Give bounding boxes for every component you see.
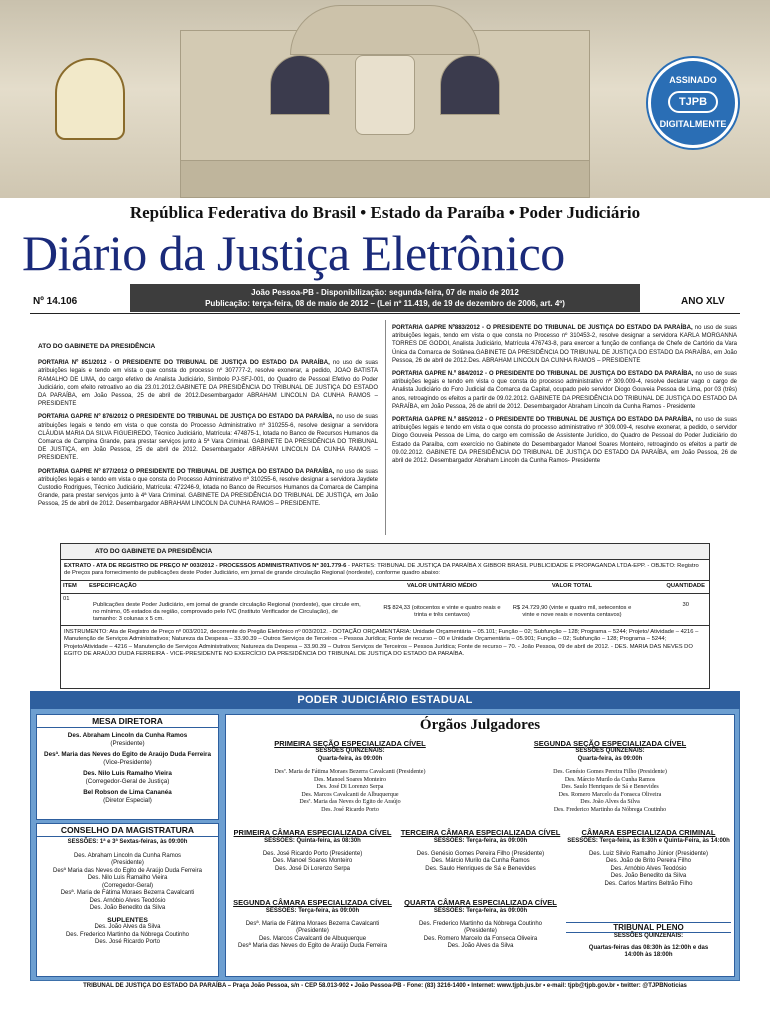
camara-member: Des. José Di Lorenzo Serpa <box>274 865 351 872</box>
building-window-left <box>270 55 330 115</box>
publication-info-bar <box>130 284 640 312</box>
building-dome <box>290 5 480 55</box>
secao-member: Des. Frederico Martinho da Nóbrega Coutinho <box>553 806 667 813</box>
info-line-1: João Pessoa-PB - Disponibilização: segunda-feira, 07 de maio de 2012 <box>251 288 519 297</box>
extrato-heading: ATO DO GABINETE DA PRESIDÊNCIA <box>61 544 709 560</box>
portaria-851 <box>38 359 378 408</box>
mesa-role: (Corregedor-Geral de Justiça) <box>85 778 170 785</box>
camara-role: (Presidente) <box>464 928 497 934</box>
digital-signature-seal <box>648 58 738 148</box>
primeira-secao <box>230 739 470 814</box>
building-base <box>180 160 590 198</box>
row-total: R$ 24.729,90 (vinte e quatro mil, setecentos e vinte e nove reais e noventa centavos) <box>512 605 632 619</box>
secao-member: Des. João Alves da Silva <box>580 799 640 805</box>
camara-title: QUARTA CÂMARA ESPECIALIZADA CÍVEL <box>404 898 557 907</box>
mesa-member: Bel Robson de Lima Cananéa <box>83 789 172 796</box>
camara-sessions: SESSÕES: Terça-feira, às 09:00h <box>265 908 360 914</box>
camara-member: Des. Frederico Martinho da Nóbrega Coutinho <box>418 920 543 927</box>
secao-title: SEGUNDA SEÇÃO ESPECIALIZADA CÍVEL <box>533 739 687 748</box>
building-crest <box>355 55 415 135</box>
portaria-885 <box>392 416 737 465</box>
camara-sessions: SESSÕES: Terça-feira, às 09:00h <box>433 908 528 914</box>
mesa-member: Desª. Maria das Neves do Egito de Araújo Duda Ferreira <box>44 751 211 758</box>
portaria-877 <box>38 468 378 509</box>
row-qty: 30 <box>682 601 689 608</box>
col-qty-header: QUANTIDADE <box>666 583 705 590</box>
portaria-884 <box>392 370 737 411</box>
secao-member: Des. Marcos Cavalcanti de Albuquerque <box>301 791 399 798</box>
conselho-sessions: SESSÕES: 1ª e 3ª Sextas-feiras, às 09:00h <box>67 839 188 845</box>
secao-member: Des. José Di Lorenzo Serpa <box>316 784 384 790</box>
republic-line: República Federativa do Brasil • Estado da Paraíba • Poder Judiciário <box>129 203 641 222</box>
secao-sessions: SESSÕES QUINZENAIS: <box>315 748 385 754</box>
pleno-title: TRIBUNAL PLENO <box>566 922 731 933</box>
portaria-lead: PORTARIA GAPRE N.º 885/2012 - O PRESIDENTE DO TRIBUNAL DE JUSTIÇA DO ESTADO DA PARAÍBA, <box>392 417 694 424</box>
portaria-876 <box>38 413 378 462</box>
issue-number: Nº 14.106 <box>33 296 78 307</box>
portaria-body: no uso de suas atribuições legais, tendo em vista o que consta no Processo nº 310453-2, resolve designar a servidora KARLA MORGANNA TORRES DE GODOI, Analista Judiciário, Matrícula 476743-8, para exercer a função de confiança de Chefe de Cartório da Vara Única da Comarca de Solânea.GABINETE DA PRESIDÊNCIA DO TRIBUNAL DE JUSTIÇA DO ESTADO DA PARAÍBA, em João Pessoa, 26 de abril de 2012.Des. ABRAHAM LINCOLN DA CUNHA RAMOS – PRESIDENTE <box>392 325 737 364</box>
row-spec: Publicações deste Poder Judiciário, em jornal de grande circulação Regional (nordeste), que circule em, no mínimo, 05 estados da região, comprovado pelo IVC (Instituto Verificador de Circulação), de tamanho: 3 colunas x 5 cm. <box>93 601 361 623</box>
conselho-role: (Presidente) <box>111 860 144 866</box>
conselho-member: Des. João Benedito da Silva <box>89 905 166 911</box>
mesa-role: (Presidente) <box>110 740 145 747</box>
conselho-member: Des. Abraham Lincoln da Cunha Ramos <box>73 852 182 859</box>
camara-members <box>398 916 563 951</box>
camara-members <box>230 916 395 951</box>
portaria-body: no uso de suas atribuições legais e tendo em vista o que consta do processo administrativo nº 309.009-4, resolve declarar vago o cargo de Analista Judiciário do Foro Judicial da Comarca da Capital, ocupado pelo servidor Diogo Gouveia Pessoa de Lima, por 03 (três) anos, retroagindo os efeitos a partir de 09.02.2012. GABINETE DA PRESIDÊNCIA DO TRIBUNAL DE JUSTIÇA DO ESTADO DA PARAÍBA, em João Pessoa, 26 de abril de 2012. Desembargador Abraham Lincoln da Cunha Ramos - Presidente <box>392 371 737 410</box>
camara-sessions: SESSÕES: Terça-feira, às 09:00h <box>433 838 528 844</box>
camara-member: Des. Genésio Gomes Pereira Filho (Presidente) <box>416 850 545 857</box>
camara-sessions: SESSÕES: Quinta-feira, às 08:30h <box>264 838 361 844</box>
portaria-883 <box>392 324 737 365</box>
mesa-members <box>37 728 218 805</box>
camara-member: Desª. Maria de Fátima Moraes Bezerra Cavalcanti <box>245 920 380 927</box>
seal-bottom-text: DIGITALMENTE <box>659 119 727 129</box>
header-divider <box>30 313 740 314</box>
camara-role: (Presidente) <box>296 928 329 934</box>
secao-members <box>230 763 470 814</box>
secao-day: Quarta-feira, às 09:00h <box>577 755 643 762</box>
secao-title: PRIMEIRA SEÇÃO ESPECIALIZADA CÍVEL <box>274 739 426 748</box>
camara-member: Des. Romero Marcelo da Fonseca Oliveira <box>423 935 538 942</box>
camara-member: Des. Arnóbio Alves Teodósio <box>610 865 687 872</box>
portaria-body: no uso de suas atribuições legais e tendo em vista o que consta do Processo Administrativo nº 310255-6, resolve designar a servidora CLÁUDIA MARIA DA SILVA FIGUEIREDO, Técnico Judiciário, Matrícula: 474875-1, lotada no Banco de Recursos Humanos da Comarca de Campina Grande, para prestar serviços junto à 5ª Vara Criminal. GABINETE DA PRESIDÊNCIA DO TRIBUNAL DE JUSTIÇA, em João Pessoa, 25 de abril de 2012. Desembargador ABRAHAM LINCOLN DA CUNHA RAMOS – PRESIDENTE. <box>38 414 378 462</box>
row-unit: R$ 824,33 (oitocentos e vinte e quatro reais e trinta e três centavos) <box>383 605 501 619</box>
section-heading: ATO DO GABINETE DA PRESIDÊNCIA <box>38 343 156 350</box>
orgaos-panel <box>225 714 735 977</box>
mesa-role: (Vice-Presidente) <box>103 759 152 766</box>
mesa-diretora-panel <box>36 714 219 820</box>
portaria-lead: PORTARIA GAPRE N.º 884/2012 - O PRESIDENTE DO TRIBUNAL DE JUSTIÇA DO ESTADO DA PARAÍBA, <box>392 371 694 378</box>
price-table <box>61 580 709 626</box>
suplentes-title: SUPLENTES <box>107 916 148 924</box>
pleno-sessions: SESSÕES QUINZENAIS: <box>613 933 684 939</box>
conselho-panel <box>36 823 219 977</box>
camara-member: Des. João de Brito Pereira Filho <box>605 858 692 864</box>
pje-banner: PODER JUDICIÁRIO ESTADUAL <box>30 691 740 709</box>
camara-title: CÂMARA ESPECIALIZADA CRIMINAL <box>581 828 716 837</box>
conselho-role: (Corregedor-Geral) <box>101 882 153 889</box>
camara-members <box>398 846 563 874</box>
extrato-body: - PARTES: TRIBUNAL DE JUSTIÇA DA PARAÍBA X GIBBOR BRASIL PUBLICIDADE E PROPAGANDA LTDA-EPP. - OBJETO: Registro de Preços para fornecimento de publicações deste Poder Judiciário, em jornal de grande circulação Regional (nordeste), conforme quadro abaixo: <box>64 563 699 577</box>
portaria-lead: PORTARIA GAPRE Nº 877/2012 O PRESIDENTE DO TRIBUNAL DE JUSTIÇA DO ESTADO DA PARAÍBA, <box>38 468 335 475</box>
camara-member: Des. João Alves da Silva <box>447 943 514 949</box>
camara-member: Des. Márcio Murilo da Cunha Ramos <box>431 858 530 864</box>
suplente-member: Des. José Ricardo Porto <box>94 939 161 945</box>
camara-member: Des. Luiz Silvio Ramalho Júnior (Presidente) <box>588 850 709 857</box>
tribunal-pleno <box>566 922 731 960</box>
primeira-camara <box>230 828 395 873</box>
camara-title: PRIMEIRA CÂMARA ESPECIALIZADA CÍVEL <box>233 828 392 837</box>
col-total-header: VALOR TOTAL <box>551 583 593 590</box>
camara-members <box>230 846 395 874</box>
secao-member: Des. José Ricardo Porto <box>321 806 379 813</box>
secao-member: Desª. Maria das Neves do Egito de Araújo <box>299 799 401 805</box>
portaria-body: no uso de suas atribuições legais e tendo em vista o que consta do Processo Administrativo nº 310255-6, resolve designar a servidora Jaydete Custodio Rodrigues, Técnico Judiciário, Matrícula: 472246-9, lotada no Banco de Recursos Humanos da Comarca de Campina Grande, para prestar serviços junto à 4ª Vara Criminal. GABINETE DA PRESIDÊNCIA DO TRIBUNAL DE JUSTIÇA, em João Pessoa, 25 de abril de 2012. Desembargador ABRAHAM LINCOLN DA CUNHA RAMOS – PRESIDENTE. <box>38 468 378 508</box>
camara-title: TERCEIRA CÂMARA ESPECIALIZADA CÍVEL <box>400 828 561 837</box>
col-item-header: ITEM <box>63 583 77 590</box>
extrato-lead: EXTRATO - ATA DE REGISTRO DE PREÇO Nº 003/2012 - PROCESSOS ADMINISTRATIVOS Nº 301.779-6 <box>64 563 347 569</box>
camara-member: Desª Maria das Neves do Egito de Araújo Duda Ferreira <box>238 943 387 949</box>
secao-sessions: SESSÕES QUINZENAIS: <box>575 748 645 754</box>
right-column <box>392 324 737 470</box>
info-line-2: Publicação: terça-feira, 08 de maio de 2012 – (Lei nº 11.419, de 19 de dezembro de 2006, art. 4º) <box>205 299 565 308</box>
journal-title: Diário da Justiça Eletrônico <box>22 225 565 281</box>
secao-member: Des. Saulo Henriques de Sá e Benevides <box>561 784 659 790</box>
secao-member: Des. Manoel Soares Monteiro <box>314 776 386 783</box>
camara-members <box>566 846 731 889</box>
col-unit-header: VALOR UNITÁRIO MÉDIO <box>406 583 478 590</box>
row-item: 01 <box>63 595 70 602</box>
conselho-member: Des. Arnóbio Alves Teodósio <box>89 897 166 904</box>
table-row <box>61 593 709 626</box>
camara-member: Des. João Benedito da Silva <box>610 873 687 879</box>
portaria-body: no uso de suas atribuições legais e tendo em vista o que consta do processo administrativo nº 309.009-4, resolve exonerar, a pedido, o servidor Diogo Gouveia Pessoa de Lima, do cargo em comissão de Assistente Jurídico, do Quadro de Pessoal do Poder Judiciário do Estado da Paraíba, com exercício no Gabinete do Desembargador Manoel Soares Monteiro, retroagindo os efeitos a partir de 09.02.2012. GABINETE DA PRESIDÊNCIA DO TRIBUNAL DE JUSTIÇA DO ESTADO DA PARAÍBA, em João Pessoa, 26 de abril de 2012. Desembargador Abraham Lincoln da Cunha Ramos- Presidente <box>392 417 737 465</box>
orgaos-title: Órgãos Julgadores <box>419 717 541 733</box>
conselho-members <box>37 847 218 947</box>
column-divider <box>385 320 386 535</box>
portaria-body: no uso de suas atribuições legais e tendo em vista o que consta do processo nº 307777-2, resolve exonerar, a pedido, JOAO BATISTA RAMALHO DE LIMA, do cargo efetivo de Analista Judiciário, Símbolo PJ-SFJ-001, do Quadro de Pessoal Efetivo do Poder Judiciário, com efeito retroativo ao dia 23.01.2012.GABINETE DA PRESIDÊNCIA DO TRIBUNAL DE JUSTIÇA DO ESTADO DA PARAÍBA, em João Pessoa, 25 de abril de 2012.Desembargador ABRAHAM LINCOLN DA CUNHA RAMOS – PRESIDENTE <box>38 360 378 408</box>
conselho-title: CONSELHO DA MAGISTRATURA <box>37 824 218 837</box>
secao-day: Quarta-feira, às 09:00h <box>317 755 383 762</box>
portaria-lead: PORTARIA GAPRE Nº883/2012 - O PRESIDENTE DO TRIBUNAL DE JUSTIÇA DO ESTADO DA PARAÍBA, <box>392 325 693 331</box>
conselho-member: Desª Maria das Neves do Egito de Araújo Duda Ferreira <box>53 867 202 874</box>
left-column <box>38 343 378 514</box>
segunda-secao <box>490 739 730 814</box>
camara-member: Des. Marcos Cavalcanti de Albuquerque <box>258 935 367 942</box>
mesa-member: Des. Nilo Luis Ramalho Vieira <box>83 770 172 777</box>
table-header-row <box>61 581 709 593</box>
tjpb-crest-logo <box>55 58 125 140</box>
col-spec-header: ESPECIFICAÇÃO <box>89 583 137 590</box>
extrato-intro <box>61 560 709 580</box>
camara-title: SEGUNDA CÂMARA ESPECIALIZADA CÍVEL <box>233 898 392 907</box>
building-window-right <box>440 55 500 115</box>
camara-member: Des. José Ricardo Porto (Presidente) <box>262 850 363 857</box>
portaria-lead: PORTARIA GAPRE Nº 876/2012 O PRESIDENTE DO TRIBUNAL DE JUSTIÇA DO ESTADO DA PARAÍBA, <box>38 414 335 421</box>
mesa-title: MESA DIRETORA <box>37 715 218 728</box>
camara-member: Des. Manoel Soares Monteiro <box>272 858 353 864</box>
conselho-member: Desª. Maria de Fátima Moraes Bezerra Cavalcanti <box>60 890 195 896</box>
terceira-camara <box>398 828 563 873</box>
segunda-camara <box>230 898 395 951</box>
suplente-member: Des. João Alves da Silva <box>94 924 161 930</box>
camara-member: Des. Carlos Martins Beltrão Filho <box>604 880 693 887</box>
seal-top-text: ASSINADO <box>669 75 717 85</box>
camara-sessions: SESSÕES: Terça-feira, às 8:30h e Quinta-Feira, às 14:00h <box>567 838 730 844</box>
extrato-instrumento: INSTRUMENTO: Ata de Registro de Preço nº 003/2012, decorrente do Pregão Eletrônico nº 003/2012. - DOTAÇÃO ORÇAMENTÁRIA: Unidade Orçamentária – 05.101; Função – 02; Subfunção – 128; Programa – 5244; Projeto/ Atividade – 4216 – Manutenção de Serviços Administrativos; Natureza da Despesa – 33.90.39 – Outros Serviços de Terceiros – Pessoa Jurídica; Fonte de recurso – 00 e Unidade Orçamentária – 05.901; Função – 02; Subfunção – 128; Programa – 5244; Projeto/Atividade – 4216 – Manutenção de Serviços Administrativos; Natureza da Despesa – 33.90.39 – Outros Serviços de Terceiros – Pessoa Jurídica; Fonte de recurso – 70. - João Pessoa, 09 de abril de 2012. - DES. MARIA DAS NEVES DO EGITO DE ARAÚJO DUDA FERREIRA - VICE-PRESIDENTE NO EXERCÍCIO DA PRESIDÊNCIA DO TRIBUNAL DE JUSTIÇA DO ESTADO DA PARAÍBA. <box>64 629 699 657</box>
camara-criminal <box>566 828 731 888</box>
page-footer: TRIBUNAL DE JUSTIÇA DO ESTADO DA PARAÍBA – Praça João Pessoa, s/n - CEP 58.013-902 • João Pessoa-PB - Fone: (83) 3216-1400 • Internet: www.tjpb.jus.br • e-mail: tjpb@tjpb.gov.br • twitter: @TJPBNoticias <box>83 983 687 989</box>
camara-member: Des. Saulo Henriques de Sá e Benevides <box>425 865 536 872</box>
secao-member: Desª. Maria de Fátima Moraes Bezerra Cavalcanti (Presidente) <box>274 769 426 775</box>
secao-member: Des. Romero Marcelo da Fonseca Oliveira <box>558 791 662 798</box>
year-label: ANO XLV <box>681 296 725 307</box>
extrato-box <box>60 543 710 689</box>
mesa-role: (Diretor Especial) <box>103 797 152 804</box>
secao-members <box>490 763 730 814</box>
quarta-camara <box>398 898 563 951</box>
secao-member: Des. Genésio Gomes Pereira Filho (Presidente) <box>553 769 667 775</box>
secao-member: Des. Márcio Murilo da Cunha Ramos <box>564 776 656 783</box>
conselho-member: Des. Nilo Luis Ramalho Vieira <box>87 875 168 881</box>
suplente-member: Des. Frederico Martinho da Nóbrega Coutinho <box>65 931 190 938</box>
pleno-day: Quartas-feiras das 08:30h às 12:00h e das 14:00h às 18:00h <box>588 944 709 958</box>
mesa-member: Des. Abraham Lincoln da Cunha Ramos <box>67 732 188 739</box>
portaria-lead: PORTARIA Nº 851/2012 - O PRESIDENTE DO TRIBUNAL DE JUSTIÇA DO ESTADO DA PARAÍBA, <box>38 360 330 367</box>
seal-mid-text: TJPB <box>668 91 718 113</box>
